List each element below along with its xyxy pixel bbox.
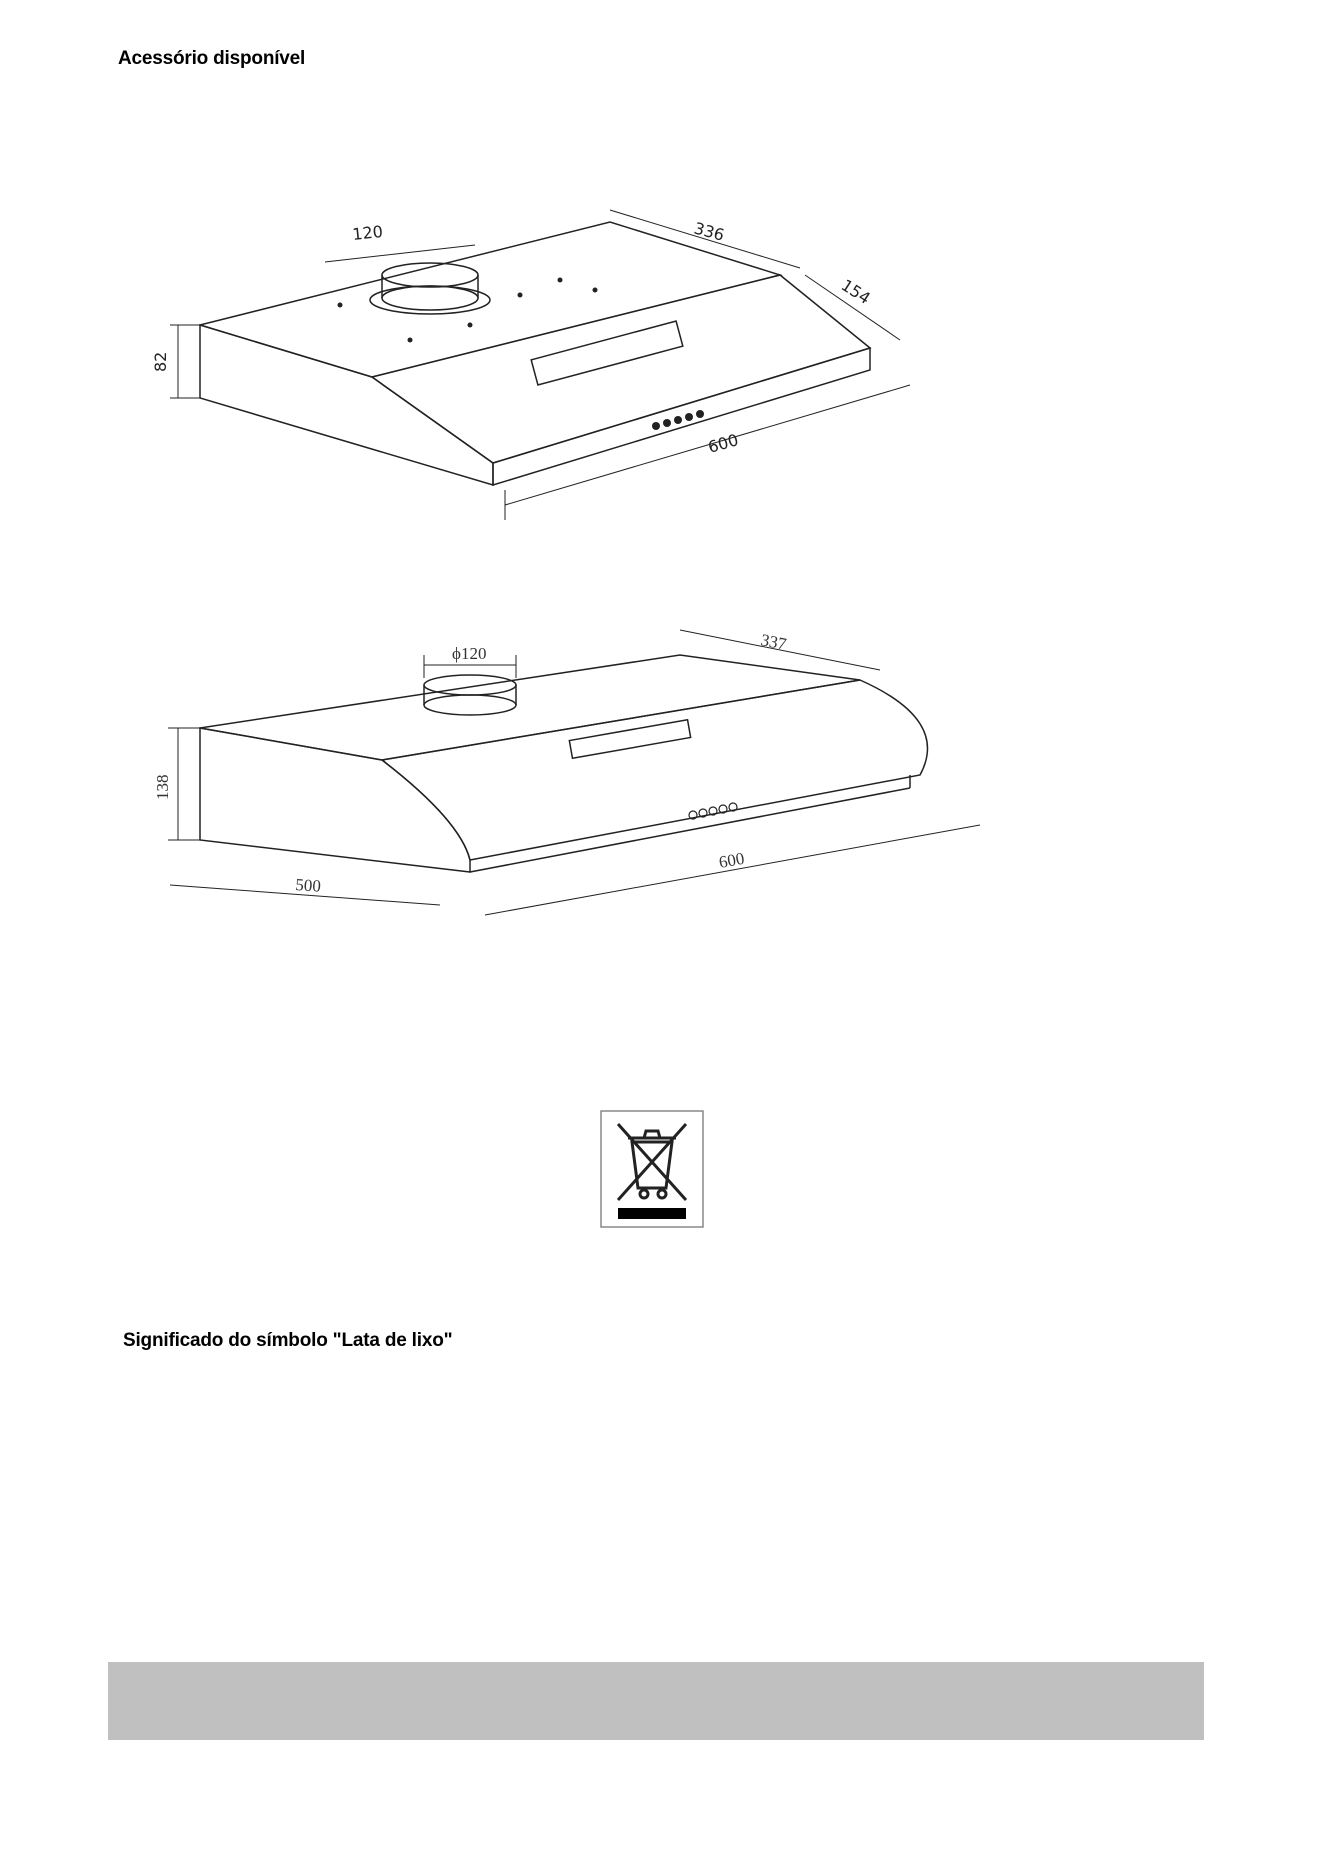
hood-1-dim-height: 82	[151, 351, 170, 372]
hood-2-dimension-lines	[168, 630, 980, 915]
hood-1-buttons	[652, 410, 704, 430]
hood-2-dim-depth-top: 337	[759, 630, 788, 654]
hood-2-dim-width: 600	[717, 848, 746, 872]
hood-1-dim-width: 600	[705, 430, 741, 457]
hood-1-dim-side: 154	[837, 275, 874, 308]
hood-1-dim-duct: 120	[351, 221, 384, 244]
hood-drawing-1	[140, 200, 940, 540]
heading-symbol-meaning: Significado do símbolo "Lata de lixo"	[123, 1330, 453, 1351]
hood-1-screw-holes	[338, 278, 598, 343]
footer-bar	[108, 1662, 1204, 1740]
heading-accessory: Acessório disponível	[118, 48, 306, 69]
hood-drawing-2	[140, 610, 1000, 940]
hood-1-body	[200, 222, 870, 485]
hood-1-dimension-lines	[170, 210, 910, 520]
weee-bin-icon	[600, 1110, 704, 1228]
hood-1-dim-depth-top: 336	[691, 218, 727, 245]
hood-2-body	[200, 655, 928, 872]
hood-2-dim-duct: ϕ120	[452, 644, 487, 663]
hood-2-dim-height: 138	[153, 774, 172, 800]
hood-2-dim-depth: 500	[294, 875, 322, 896]
